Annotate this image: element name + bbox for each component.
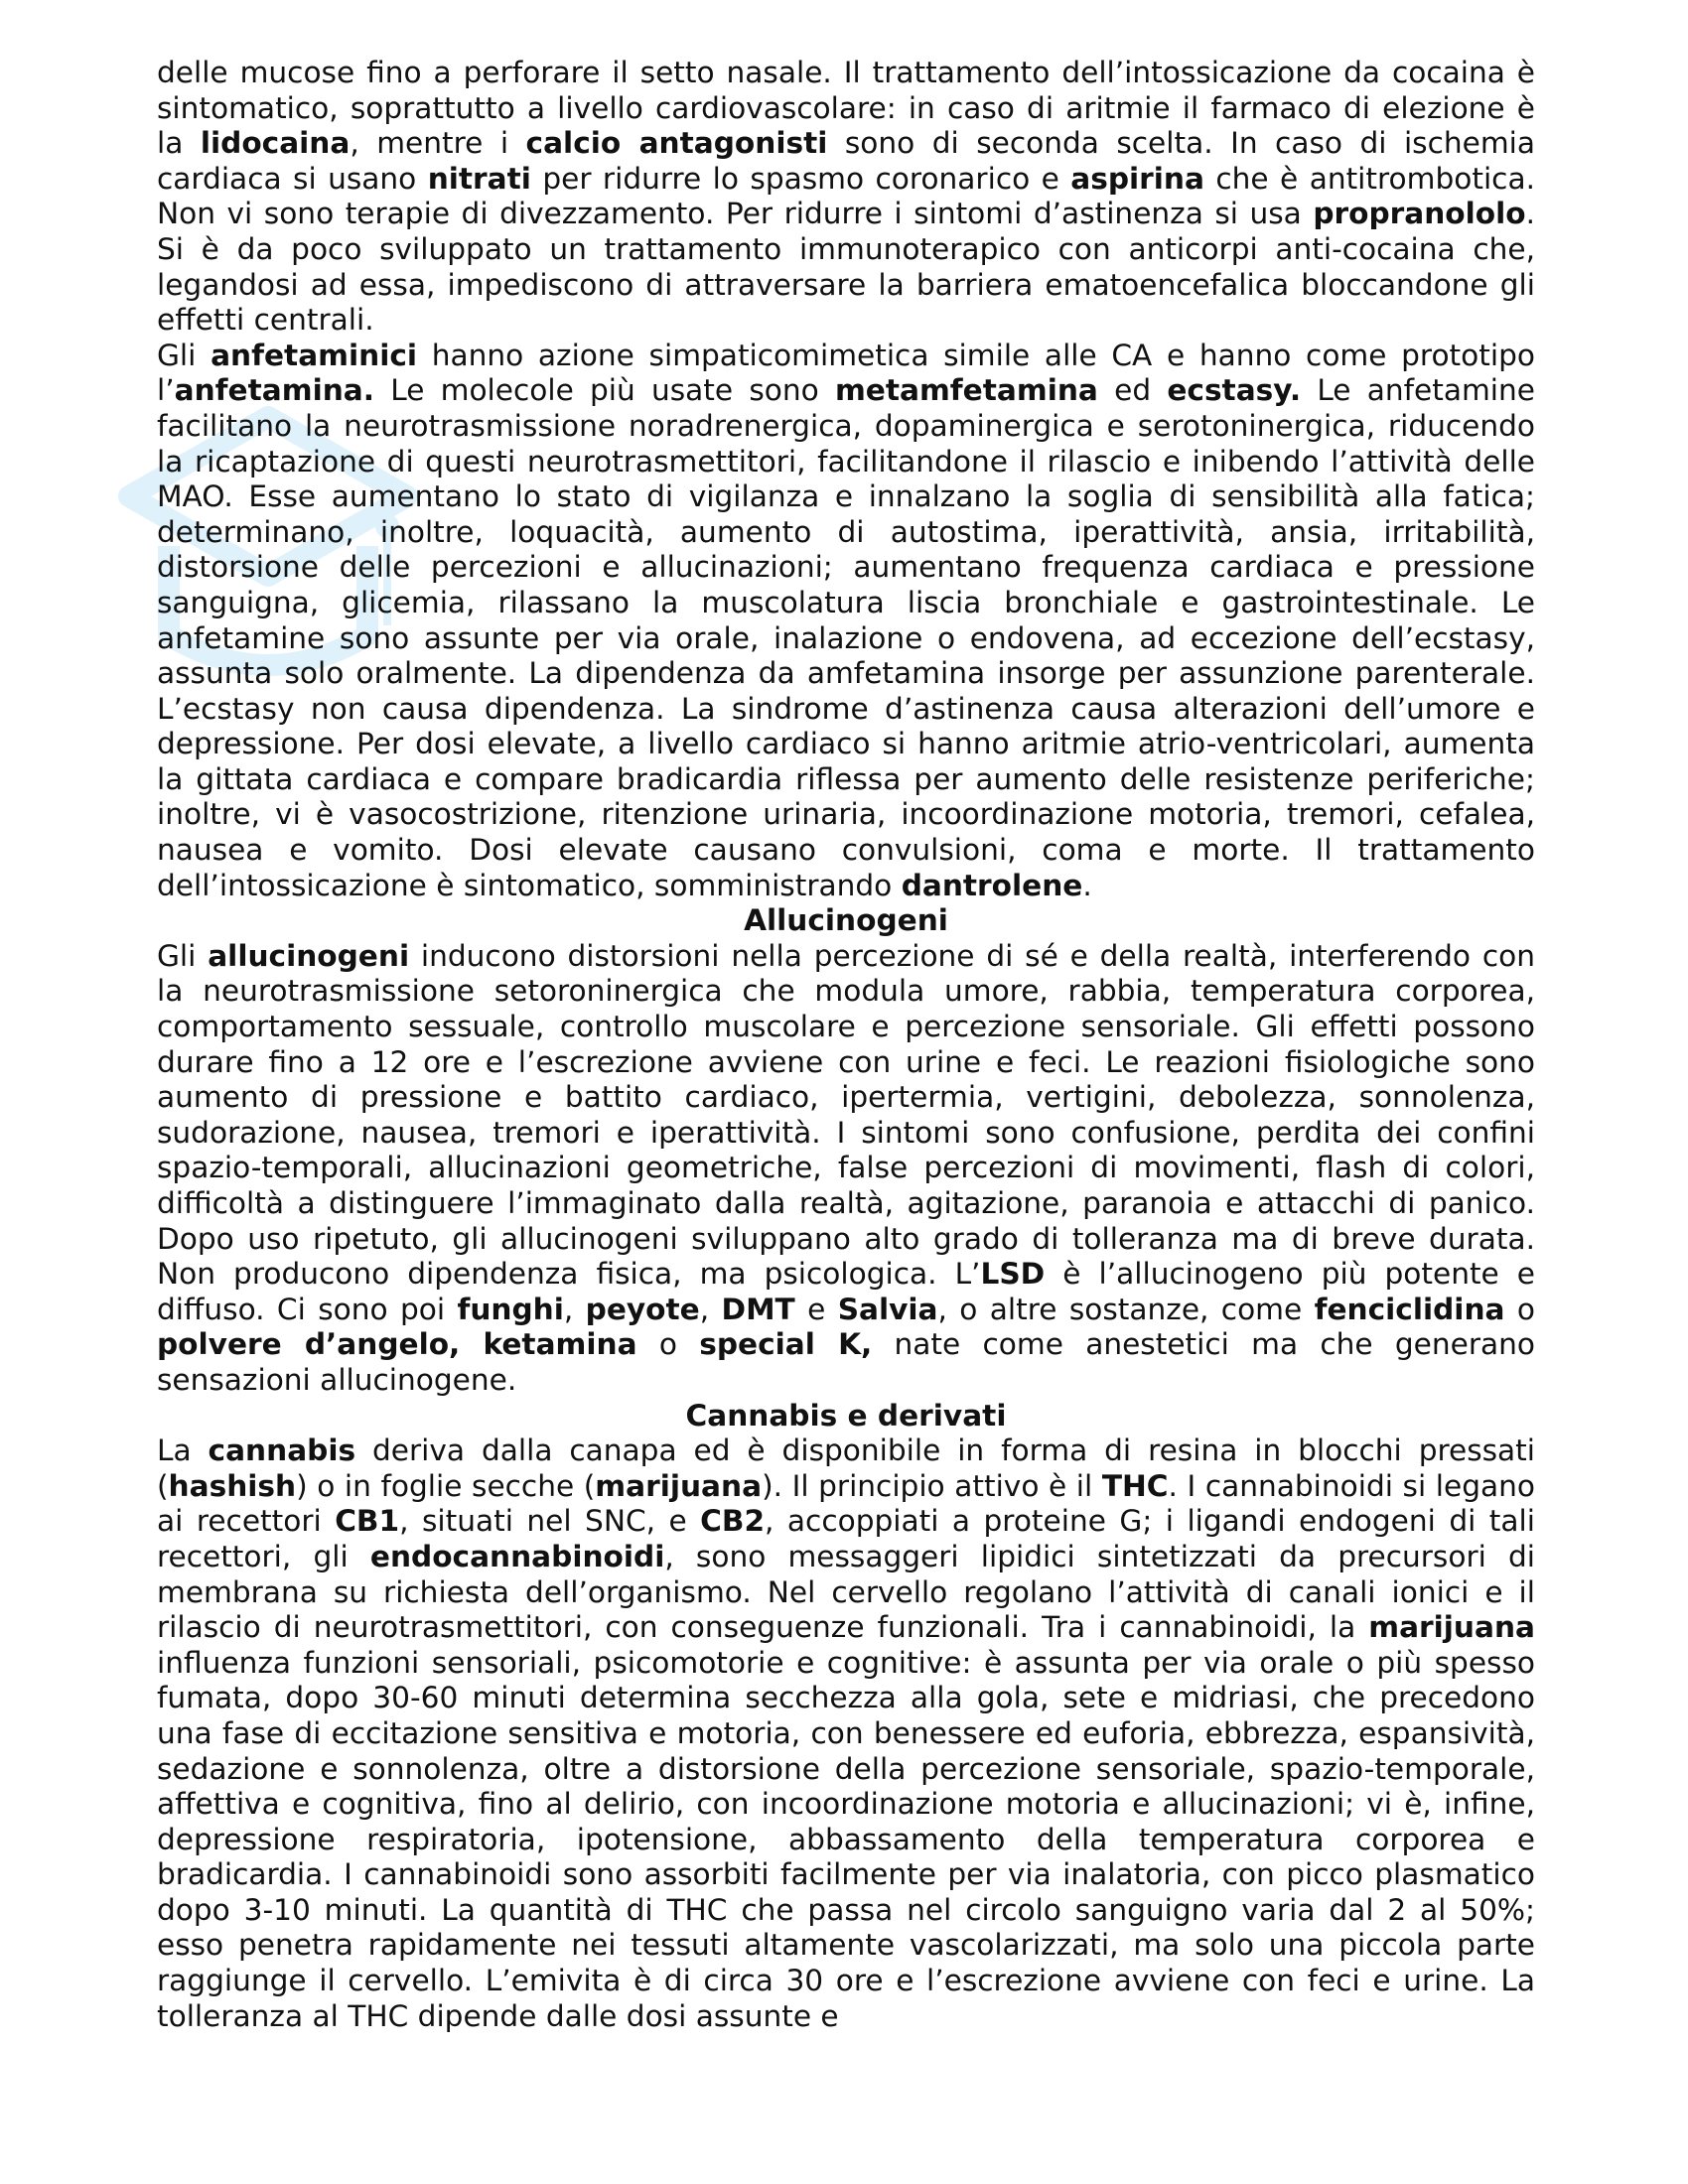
paragraph-cocaine-treatment: delle mucose fino a perforare il setto nasale. Il trattamento dell’intossicazione da cocaina è sintomatico, soprattutto a livello cardiovascolare: in caso di aritmie il farmaco di elezione è la lidocaina, mentre i calcio antagonisti sono di seconda scelta. In caso di ischemia cardiaca si usano nitrati per ridurre lo spasmo coronarico e aspirina che è antitrombotica. Non vi sono terapie di divezzamento. Per ridurre i sintomi d’astinenza si usa propranololo. Si è da poco sviluppato un trattamento immunoterapico con anticorpi anti-cocaina che, legandosi ad essa, impediscono di attraversare la barriera ematoencefalica bloccandone gli effetti centrali. <box>157 56 1536 338</box>
bold-term: CB1 <box>335 1504 400 1539</box>
paragraph-cannabis: La cannabis deriva dalla canapa ed è disponibile in forma di resina in blocchi pressati (hashish) o in foglie secche (marijuana). Il principio attivo è il THC. I cannabinoidi si legano ai recettori CB1, situati nel SNC, e CB2, accoppiati a proteine G; i ligandi endogeni di tali recettori, gli endocannabinoidi, sono messaggeri lipidici sintetizzati da precursori di membrana su richiesta dell’organismo. Nel cervello regolano l’attività di canali ionici e il rilascio di neurotrasmettitori, con conseguenze funzionali. Tra i cannabinoidi, la marijuana influenza funzioni sensoriali, psicomotorie e cognitive: è assunta per via orale o più spesso fumata, dopo 30-60 minuti determina secchezza alla gola, sete e midriasi, che precedono una fase di eccitazione sensitiva e motoria, con benessere ed euforia, ebbrezza, espansività, sedazione e sonnolenza, oltre a distorsione della percezione sensoriale, spazio-temporale, affettiva e cognitiva, fino al delirio, con incoordinazione motoria e allucinazioni; vi è, infine, depressione respiratoria, ipotensione, abbassamento della temperatura corporea e bradicardia. I cannabinoidi sono assorbiti facilmente per via inalatoria, con picco plasmatico dopo 3-10 minuti. La quantità di THC che passa nel circolo sanguigno varia dal 2 al 50%; esso penetra rapidamente nei tessuti altamente vascolarizzati, ma solo una piccola parte raggiunge il cervello. L’emivita è di circa 30 ore e l’escrezione avviene con feci e urine. La tolleranza al THC dipende dalle dosi assunte e <box>157 1433 1536 2033</box>
bold-term: Salvia <box>837 1292 938 1326</box>
bold-term: endocannabinoidi <box>369 1539 665 1573</box>
bold-term: THC <box>1101 1468 1169 1503</box>
bold-term: CB2 <box>700 1504 766 1539</box>
bold-term: marijuana <box>595 1468 763 1503</box>
bold-term: peyote <box>585 1292 700 1326</box>
bold-term: polvere d’angelo, ketamina <box>157 1327 637 1362</box>
heading-cannabis: Cannabis e derivati <box>685 1398 1007 1433</box>
bold-term: calcio antagonisti <box>525 126 828 161</box>
bold-term: hashish <box>168 1468 297 1503</box>
bold-term: LSD <box>980 1257 1046 1292</box>
bold-term: cannabis <box>208 1433 356 1468</box>
bold-term: DMT <box>721 1292 795 1326</box>
heading-allucinogeni: Allucinogeni <box>744 903 948 938</box>
paragraph-amphetamines: Gli anfetaminici hanno azione simpaticomimetica simile alle CA e hanno come prototipo l’anfetamina. Le molecole più usate sono metamfetamina ed ecstasy. Le anfetamine facilitano la neurotrasmissione noradrenergica, dopaminergica e serotoninergica, riducendo la ricaptazione di questi neurotrasmettitori, facilitandone il rilascio e inibendo l’attività delle MAO. Esse aumentano lo stato di vigilanza e innalzano la soglia di sensibilità alla fatica; determinano, inoltre, loquacità, aumento di autostima, iperattività, ansia, irritabilità, distorsione delle percezioni e allucinazioni; aumentano frequenza cardiaca e pressione sanguigna, glicemia, rilassano la muscolatura liscia bronchiale e gastrointestinale. Le anfetamine sono assunte per via orale, inalazione o endovena, ad eccezione dell’ecstasy, assunta solo oralmente. La dipendenza da amfetamina insorge per assunzione parenterale. L’ecstasy non causa dipendenza. La sindrome d’astinenza causa alterazioni dell’umore e depressione. Per dosi elevate, a livello cardiaco si hanno aritmie atrio-ventricolari, aumenta la gittata cardiaca e compare bradicardia riflessa per aumento delle resistenze periferiche; inoltre, vi è vasocostrizione, ritenzione urinaria, incoordinazione motoria, tremori, cefalea, nausea e vomito. Dosi elevate causano convulsioni, coma e morte. Il trattamento dell’intossicazione è sintomatico, somministrando dantrolene. <box>157 338 1535 902</box>
bold-term: anfetaminici <box>211 338 418 372</box>
bold-term: aspirina <box>1070 161 1204 196</box>
bold-term: nitrati <box>427 161 531 196</box>
bold-term: anfetamina. <box>174 373 375 408</box>
bold-term: dantrolene <box>901 868 1083 902</box>
bold-term: fenciclidina <box>1314 1292 1505 1326</box>
paragraph-hallucinogens: Gli allucinogeni inducono distorsioni nella percezione di sé e della realtà, interferendo con la neurotrasmissione setoroninergica che modula umore, rabbia, temperatura corporea, comportamento sessuale, controllo muscolare e percezione sensoriale. Gli effetti possono durare fino a 12 ore e l’escrezione avviene con urine e feci. Le reazioni fisiologiche sono aumento di pressione e battito cardiaco, ipertermia, vertigini, debolezza, sonnolenza, sudorazione, nausea, tremori e iperattività. I sintomi sono confusione, perdita dei confini spazio-temporali, allucinazioni geometriche, false percezioni di movimenti, flash di colori, difficoltà a distinguere l’immaginato dalla realtà, agitazione, paranoia e attacchi di panico. Dopo uso ripetuto, gli allucinogeni sviluppano alto grado di tolleranza ma di breve durata. Non producono dipendenza fisica, ma psicologica. L’LSD è l’allucinogeno più potente e diffuso. Ci sono poi funghi, peyote, DMT e Salvia, o altre sostanze, come fenciclidina o polvere d’angelo, ketamina o special K, nate come anestetici ma che generano sensazioni allucinogene. <box>157 938 1536 1397</box>
bold-term: marijuana <box>1368 1610 1535 1645</box>
bold-term: lidocaina <box>200 126 351 161</box>
bold-term: special K, <box>699 1327 873 1362</box>
bold-term: ecstasy. <box>1167 373 1302 408</box>
document-page <box>157 56 1535 2034</box>
bold-term: metamfetamina <box>834 373 1098 408</box>
bold-term: allucinogeni <box>208 938 410 973</box>
bold-term: propranololo <box>1313 197 1526 231</box>
bold-term: funghi <box>457 1292 564 1326</box>
